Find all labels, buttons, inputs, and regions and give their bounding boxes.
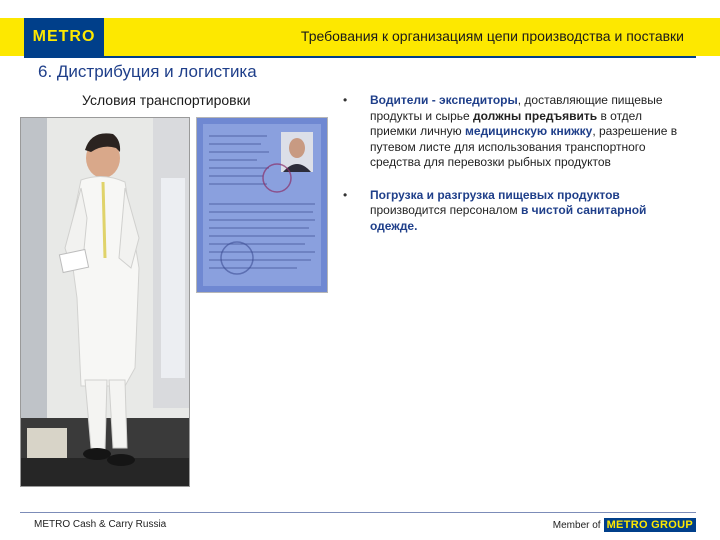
- footer-divider: [20, 512, 696, 513]
- requirements-list: [343, 93, 688, 234]
- header-title: Требования к организациям цепи производства и поставки: [300, 28, 684, 44]
- drivers-text-1: , доставляющие пищевые продукты и сырье: [370, 93, 663, 123]
- requirement-drivers: [343, 93, 688, 171]
- metro-logo-text: METRO: [32, 28, 96, 45]
- drivers-medical-book: медицинскую книжку: [465, 124, 593, 138]
- header-divider: [24, 56, 696, 58]
- bullet-dot: •: [343, 187, 348, 202]
- loading-highlight: Погрузка и разгрузка пищевых продуктов: [370, 187, 620, 202]
- drivers-text-3: , разрешение в путевом листе для использования транспортного средства для перевозки рыбных продуктов: [370, 124, 678, 169]
- member-of-label: Member of: [552, 519, 601, 531]
- footer-member: [553, 518, 696, 532]
- drivers-must-present: должны предъявить: [473, 108, 598, 123]
- drivers-highlight: Водители - экспедиторы: [370, 93, 518, 107]
- requirement-loading: [343, 188, 688, 235]
- footer-company: METRO Cash & Carry Russia: [34, 519, 167, 530]
- metro-logo: [24, 18, 104, 56]
- drivers-text-2: в отдел приемки личную: [370, 108, 642, 138]
- section-subtitle: Условия транспортировки: [82, 92, 251, 108]
- loading-clean-clothing: в чистой санитарной одежде.: [370, 203, 647, 233]
- metro-group-logo: METRO GROUP: [604, 518, 696, 532]
- section-title: 6. Дистрибуция и логистика: [38, 62, 257, 81]
- photo-medical-book: [196, 117, 328, 293]
- loading-text: производится персоналом: [370, 203, 521, 217]
- bullet-dot: •: [343, 93, 348, 107]
- photo-man-white-coat: [20, 117, 190, 487]
